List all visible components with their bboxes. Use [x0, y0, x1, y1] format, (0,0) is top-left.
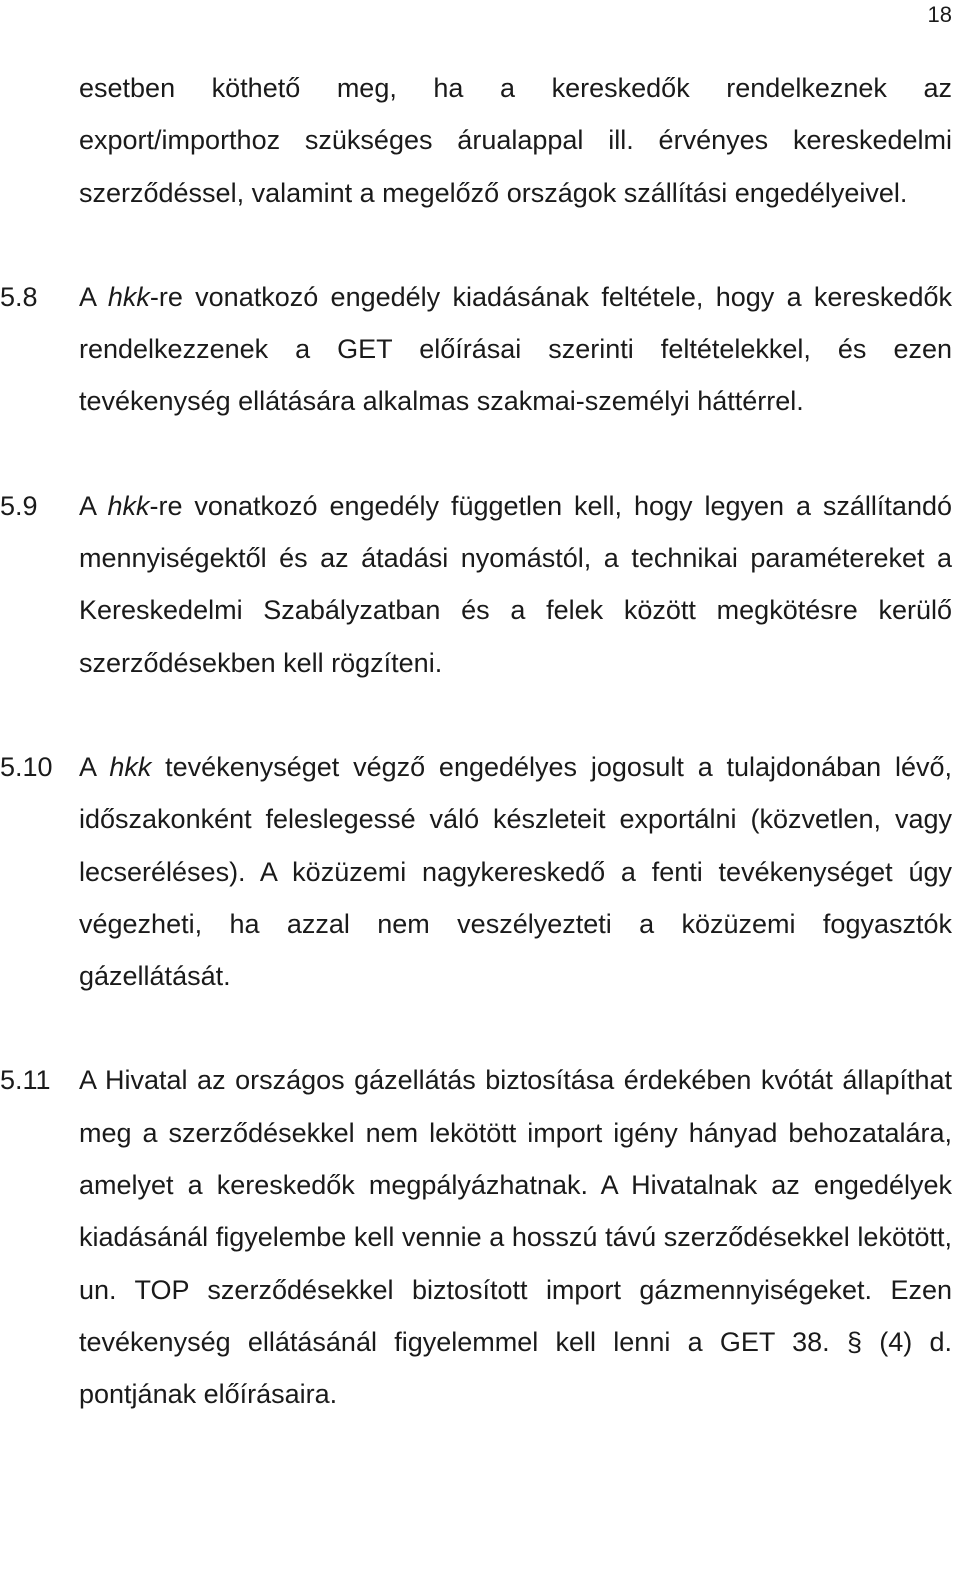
paragraph-number: 5.8 — [0, 281, 38, 312]
paragraph-gap — [0, 428, 952, 480]
paragraph-text: A — [79, 281, 108, 312]
paragraph-5-11 — [0, 1054, 952, 1420]
paragraph-text: A — [79, 490, 108, 521]
paragraph-text: A — [79, 751, 110, 782]
paragraph-number: 5.10 — [0, 751, 53, 782]
paragraph-text: tevékenységet végző engedélyes jogosult a tulajdonában lévő, időszakonként feleslegessé váló készleteit exportálni (közvetlen, vagy lecseréléses). A közüzemi nagykereskedő a fenti tevékenységet úgy végezheti, ha azzal nem veszélyezteti a közüzemi fogyasztók gázellátását. — [79, 751, 952, 992]
paragraph-gap — [0, 219, 952, 271]
paragraph-gap — [0, 689, 952, 741]
paragraph-gap — [0, 1002, 952, 1054]
document-body — [0, 62, 952, 1421]
page-number: 18 — [927, 2, 952, 27]
paragraph-number: 5.9 — [0, 490, 38, 521]
paragraph-5-8 — [0, 271, 952, 428]
term-hkk: hkk — [107, 490, 150, 521]
term-hkk: hkk — [109, 751, 152, 782]
paragraph-5-9 — [0, 480, 952, 689]
paragraph-text: A Hivatal az országos gázellátás biztosítása érdekében kvótát állapíthat meg a szerződésekkel nem lekötött import igény hányad behozatalára, amelyet a kereskedők megpályázhatnak. A Hivatalnak az engedélyek kiadásánál figyelembe kell vennie a hosszú távú szerződésekkel lekötött, un. TOP szerződésekkel biztosított import gázmennyiségeket. Ezen tevékenység ellátásánál figyelemmel kell lenni a GET 38. § (4) d. pontjának előírásaira. — [79, 1065, 952, 1410]
paragraph-5-10 — [0, 741, 952, 1002]
paragraph-text: -re vonatkozó engedély kiadásának feltétele, hogy a kereskedők rendelkezzenek a GET előírásai szerinti feltételekkel, és ezen tevékenység ellátására alkalmas szakmai-személyi háttérrel. — [79, 281, 952, 417]
paragraph-text: esetben köthető meg, ha a kereskedők rendelkeznek az export/importhoz szükséges árualappal ill. érvényes kereskedelmi szerződéssel, valamint a megelőző országok szállítási engedélyeivel. — [79, 73, 952, 208]
term-hkk: hkk — [107, 281, 150, 312]
paragraph-text: -re vonatkozó engedély független kell, hogy legyen a szállítandó mennyiségektől és az átadási nyomástól, a technikai paramétereket a Kereskedelmi Szabályzatban és a felek között megkötésre kerülő szerződésekben kell rögzíteni. — [79, 490, 952, 678]
paragraph-continuation — [0, 62, 952, 219]
paragraph-number: 5.11 — [0, 1065, 51, 1096]
